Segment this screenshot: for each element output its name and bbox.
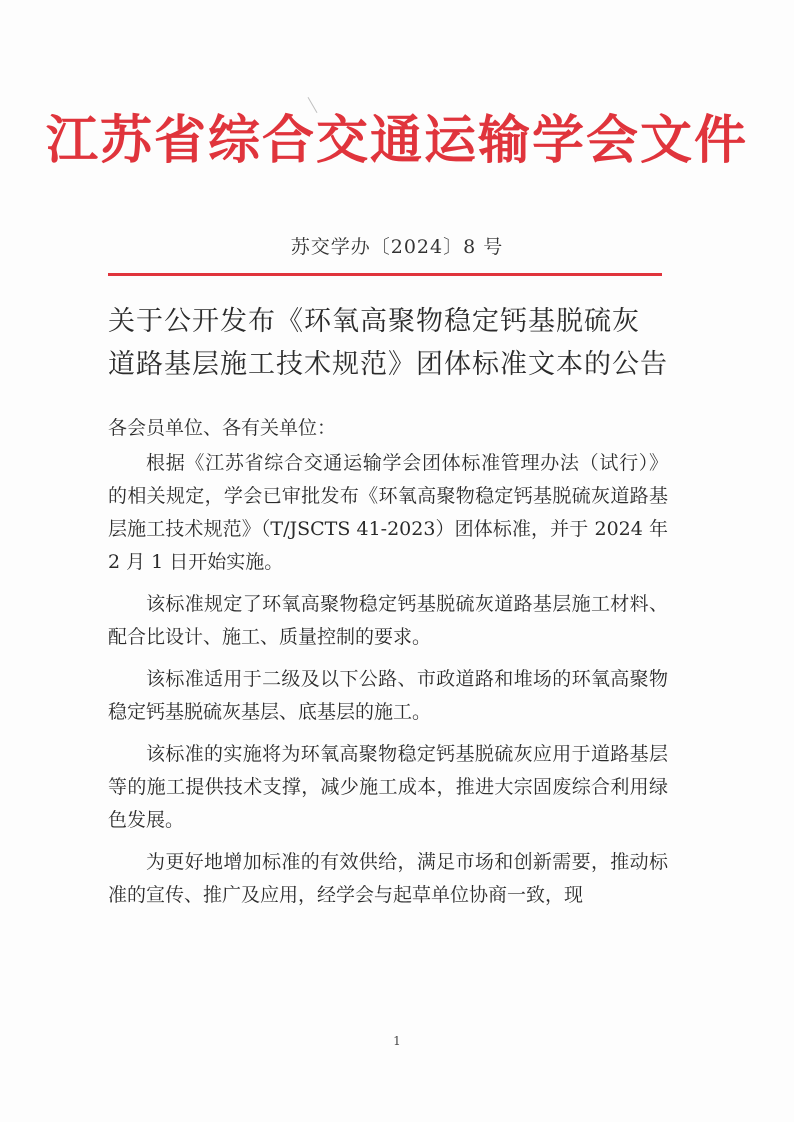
paragraph-5: 为更好地增加标准的有效供给，满足市场和创新需要，推动标准的宣传、推广及应用，经学会与起草单位协商一致，现 bbox=[108, 851, 668, 906]
paragraph-4: 该标准的实施将为环氧高聚物稳定钙基脱硫灰应用于道路基层等的施工提供技术支撑，减少施工成本，推进大宗固废综合利用绿色发展。 bbox=[108, 743, 668, 831]
red-divider-line bbox=[108, 273, 662, 276]
paragraph-2: 该标准规定了环氧高聚物稳定钙基脱硫灰道路基层施工材料、配合比设计、施工、质量控制的要求。 bbox=[108, 593, 668, 648]
org-title: 江苏省综合交通运输学会文件 bbox=[45, 110, 748, 171]
paragraph-1: 根据《江苏省综合交通运输学会团体标准管理办法（试行）》的相关规定，学会已审批发布《环氧高聚物稳定钙基脱硫灰道路基层施工技术规范》（T/JSCTS 41-2023）团体标准，并于 2024 年 2 月 1 日开始实施。 bbox=[108, 452, 668, 573]
body-text bbox=[108, 412, 668, 921]
announcement-title bbox=[108, 300, 688, 386]
page-number: 1 bbox=[393, 1034, 401, 1048]
doc-number: 苏交学办〔2024〕8 号 bbox=[290, 236, 504, 258]
salutation: 各会员单位、各有关单位： bbox=[108, 417, 337, 439]
announcement-title-line-1: 关于公开发布《环氧高聚物稳定钙基脱硫灰 bbox=[108, 306, 640, 337]
paragraph-3: 该标准适用于二级及以下公路、市政道路和堆场的环氧高聚物稳定钙基脱硫灰基层、底基层的施工。 bbox=[108, 668, 668, 723]
announcement-title-line-2: 道路基层施工技术规范》团体标准文本的公告 bbox=[108, 349, 668, 380]
